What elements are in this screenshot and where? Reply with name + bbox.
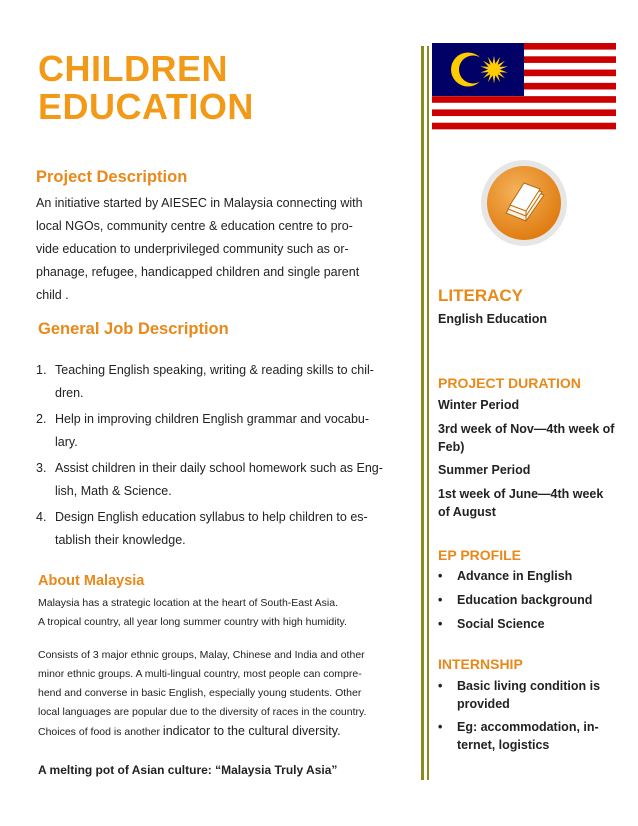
text-line: A tropical country, all year long summer country with high humidity. [38, 616, 347, 628]
text-line: lary. [55, 435, 78, 449]
list-item [36, 408, 406, 454]
list-item [438, 591, 618, 609]
title-line-2: EDUCATION [38, 86, 254, 127]
text-line: Design English education syllabus to help children to es- [55, 510, 368, 524]
text-line: local NGOs, community centre & education centre to pro- [36, 219, 353, 233]
item-number: 3. [36, 461, 47, 475]
bullet: • [438, 569, 443, 583]
item-number: 2. [36, 412, 47, 426]
list-item [36, 457, 406, 503]
list-item-text: Education background [457, 593, 593, 607]
list-item-text: Social Science [457, 617, 545, 631]
list-item-text: Basic living condition is provided [457, 679, 601, 711]
about-malaysia-heading: About Malaysia [38, 573, 145, 589]
title-line-1: CHILDREN [38, 48, 228, 89]
book-icon [480, 159, 568, 247]
bullet: • [438, 720, 443, 734]
malaysia-flag-icon [432, 43, 616, 136]
text-line: Malaysia has a strategic location at the heart of South-East Asia. [38, 597, 338, 609]
literacy-text: English Education [438, 312, 548, 326]
bullet: • [438, 679, 443, 693]
list-item-text: Advance in English [457, 569, 573, 583]
project-description-text [36, 192, 396, 307]
bullet: • [438, 617, 443, 631]
tagline: A melting pot of Asian culture: “Malaysia Truly Asia” [38, 763, 338, 777]
list-item [36, 506, 406, 552]
text-fragment: Choices of food is another [38, 726, 163, 738]
general-job-heading: General Job Description [38, 320, 229, 338]
summer-period-dates: 1st week of June—4th week of August [438, 487, 604, 519]
list-item [438, 615, 618, 633]
text-line: Consists of 3 major ethnic groups, Malay, Chinese and India and other [38, 649, 365, 661]
list-item [438, 567, 618, 585]
text-line: An initiative started by AIESEC in Malaysia connecting with [36, 196, 363, 210]
page-title [38, 50, 398, 126]
text-line: dren. [55, 386, 84, 400]
text-line: Help in improving children English grammar and vocabu- [55, 412, 370, 426]
text-line: phanage, refugee, handicapped children and single parent [36, 265, 360, 279]
text-line: lish, Math & Science. [55, 484, 172, 498]
list-item [36, 359, 406, 405]
text-line: minor ethnic groups. A multi-lingual country, most people can compre- [38, 668, 362, 680]
item-number: 4. [36, 510, 47, 524]
internship-heading: INTERNSHIP [438, 656, 523, 672]
ep-profile-list [438, 567, 618, 639]
job-list [36, 359, 406, 555]
divider-line [427, 46, 429, 780]
text-line: hend and converse in basic English, especially young students. Other [38, 687, 362, 699]
text-line: Assist children in their daily school homework such as Eng- [55, 461, 383, 475]
text-line: local languages are popular due to the diversity of races in the country. [38, 706, 367, 718]
project-description-heading: Project Description [36, 168, 188, 186]
text-line: child . [36, 288, 69, 302]
literacy-heading: LITERACY [438, 286, 523, 305]
about-malaysia-text [38, 594, 408, 742]
text-line: Teaching English speaking, writing & reading skills to chil- [55, 363, 374, 377]
list-item [438, 718, 618, 754]
text-fragment-emphasis: indicator to the cultural diversity. [162, 724, 341, 738]
list-item [438, 677, 618, 713]
text-line [38, 722, 408, 742]
bullet: • [438, 593, 443, 607]
text-line: tablish their knowledge. [55, 533, 186, 547]
winter-period-label: Winter Period [438, 398, 520, 412]
project-duration-heading: PROJECT DURATION [438, 375, 581, 391]
winter-period-dates: 3rd week of Nov—4th week of Feb) [438, 422, 615, 454]
summer-period-label: Summer Period [438, 463, 531, 477]
divider-line [421, 46, 424, 780]
ep-profile-heading: EP PROFILE [438, 547, 521, 563]
text-line: vide education to underprivileged community such as or- [36, 242, 349, 256]
internship-list [438, 677, 618, 759]
list-item-text: Eg: accommodation, in-ternet, logistics [457, 720, 599, 752]
item-number: 1. [36, 363, 47, 377]
